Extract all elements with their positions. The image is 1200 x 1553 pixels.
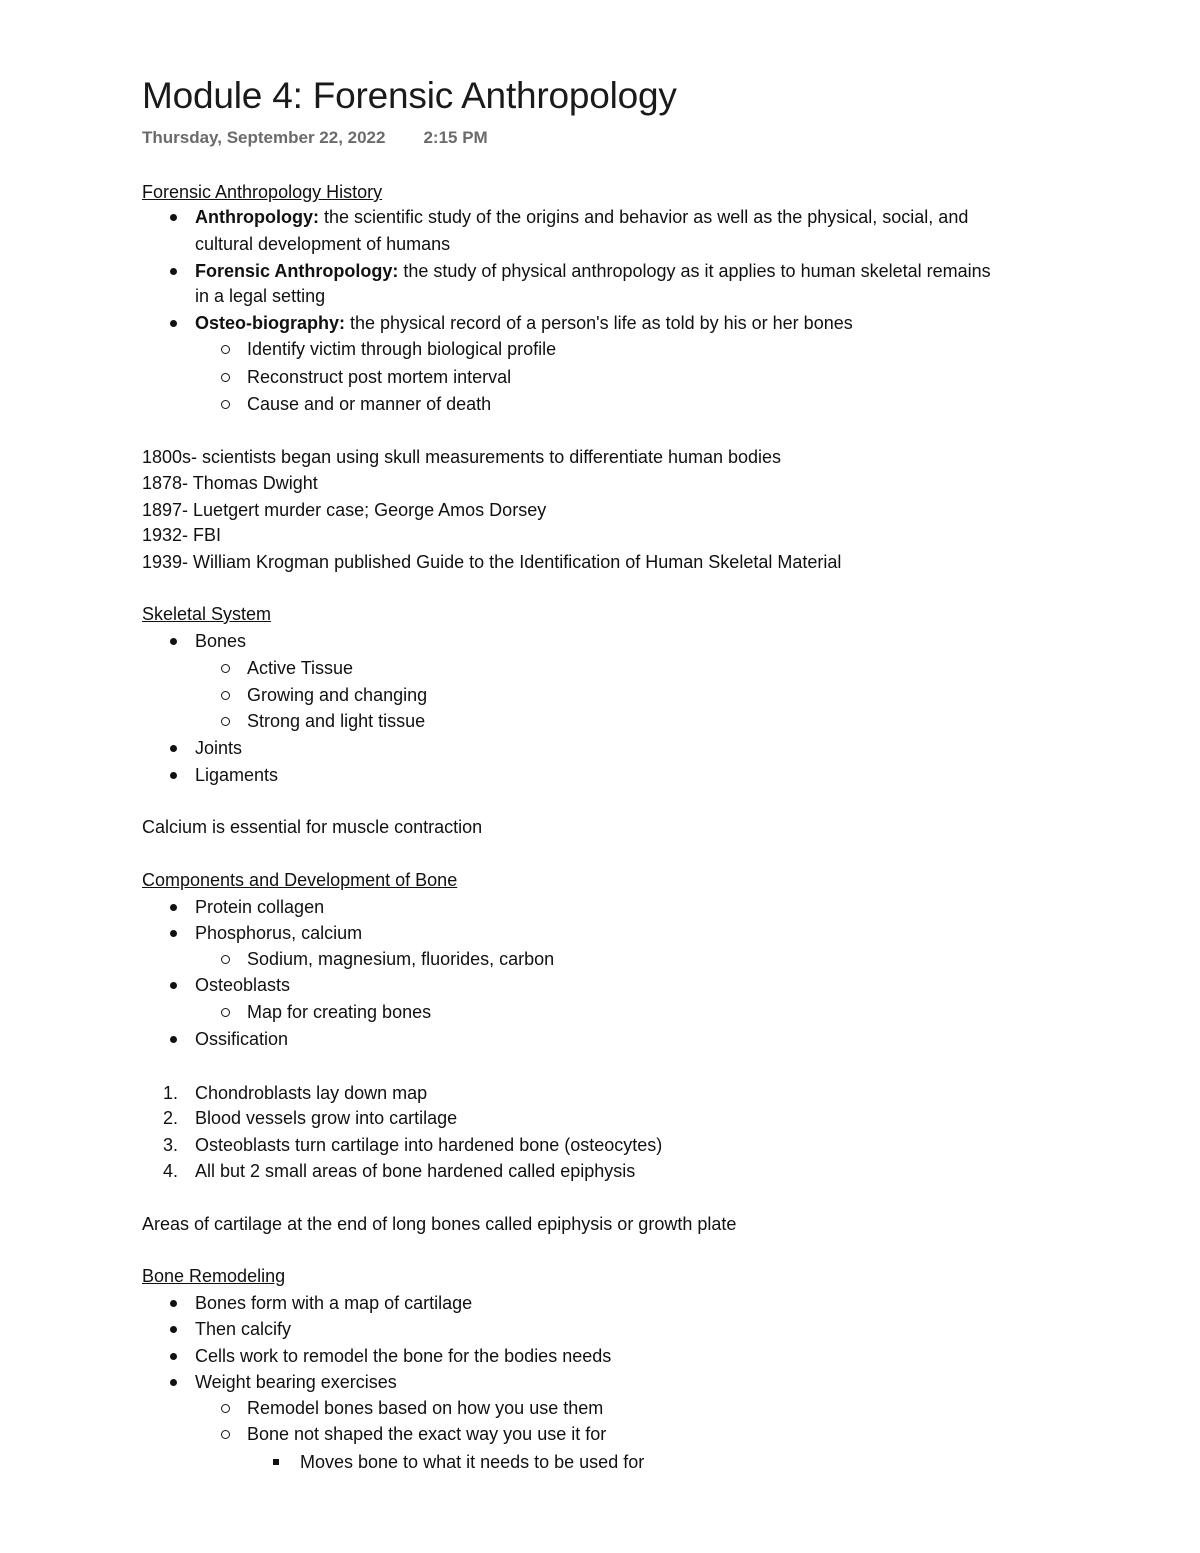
list-item: Bones — [195, 631, 247, 651]
list-item-continuation: cultural development of humans — [195, 234, 451, 254]
list-item: Then calcify — [195, 1319, 292, 1339]
timeline-entry: 1878- Thomas Dwight — [142, 473, 318, 493]
list-item: Osteo-biography: the physical record of a person's life as told by his or her bones — [195, 313, 853, 333]
page-date: Thursday, September 22, 2022 — [142, 128, 386, 147]
timeline-entry: 1897- Luetgert murder case; George Amos Dorsey — [142, 500, 547, 520]
list-item: Anthropology: the scientific study of the origins and behavior as well as the physical, social, and — [195, 207, 969, 227]
sub-list-item: Remodel bones based on how you use them — [247, 1398, 604, 1418]
paragraph: Calcium is essential for muscle contraction — [142, 817, 483, 837]
sub-list-item: Bone not shaped the exact way you use it for — [247, 1424, 607, 1444]
section-heading-history: Forensic Anthropology History — [142, 182, 383, 202]
timeline-entry: 1932- FBI — [142, 525, 222, 545]
timeline-entry: 1939- William Krogman published Guide to the Identification of Human Skeletal Material — [142, 552, 842, 572]
timeline-entry: 1800s- scientists began using skull measurements to differentiate human bodies — [142, 447, 782, 467]
list-item: Forensic Anthropology: the study of physical anthropology as it applies to human skeletal remains — [195, 261, 991, 281]
sub-list-item: Growing and changing — [247, 685, 428, 705]
list-item: Weight bearing exercises — [195, 1372, 397, 1392]
sub-list-item: Strong and light tissue — [247, 711, 426, 731]
list-item: Protein collagen — [195, 897, 325, 917]
page-time: 2:15 PM — [423, 128, 488, 147]
numbered-item: 1. Chondroblasts lay down map — [163, 1083, 428, 1103]
sub-list-item: Map for creating bones — [247, 1002, 432, 1022]
sub-list-item: Sodium, magnesium, fluorides, carbon — [247, 949, 555, 969]
sub-list-item: Reconstruct post mortem interval — [247, 367, 512, 387]
section-heading-skeletal: Skeletal System — [142, 604, 272, 624]
list-item: Phosphorus, calcium — [195, 923, 363, 943]
list-item: Bones form with a map of cartilage — [195, 1293, 473, 1313]
numbered-item: 2. Blood vessels grow into cartilage — [163, 1108, 458, 1128]
section-heading-components: Components and Development of Bone — [142, 870, 458, 890]
sub-list-item: Cause and or manner of death — [247, 394, 492, 414]
list-item: Cells work to remodel the bone for the bodies needs — [195, 1346, 612, 1366]
paragraph: Areas of cartilage at the end of long bones called epiphysis or growth plate — [142, 1214, 737, 1234]
page-meta — [142, 127, 488, 149]
section-heading-remodeling: Bone Remodeling — [142, 1266, 286, 1286]
sub-sub-list-item: Moves bone to what it needs to be used for — [300, 1452, 645, 1472]
numbered-item: 3. Osteoblasts turn cartilage into hardened bone (osteocytes) — [163, 1135, 663, 1155]
page-title: Module 4: Forensic Anthropology — [142, 75, 677, 116]
numbered-item: 4. All but 2 small areas of bone hardened called epiphysis — [163, 1161, 636, 1181]
list-item: Joints — [195, 738, 243, 758]
sub-list-item: Identify victim through biological profile — [247, 339, 557, 359]
sub-list-item: Active Tissue — [247, 658, 354, 678]
list-item: Ossification — [195, 1029, 289, 1049]
list-item: Osteoblasts — [195, 975, 291, 995]
list-item-continuation: in a legal setting — [195, 286, 326, 306]
list-item: Ligaments — [195, 765, 279, 785]
